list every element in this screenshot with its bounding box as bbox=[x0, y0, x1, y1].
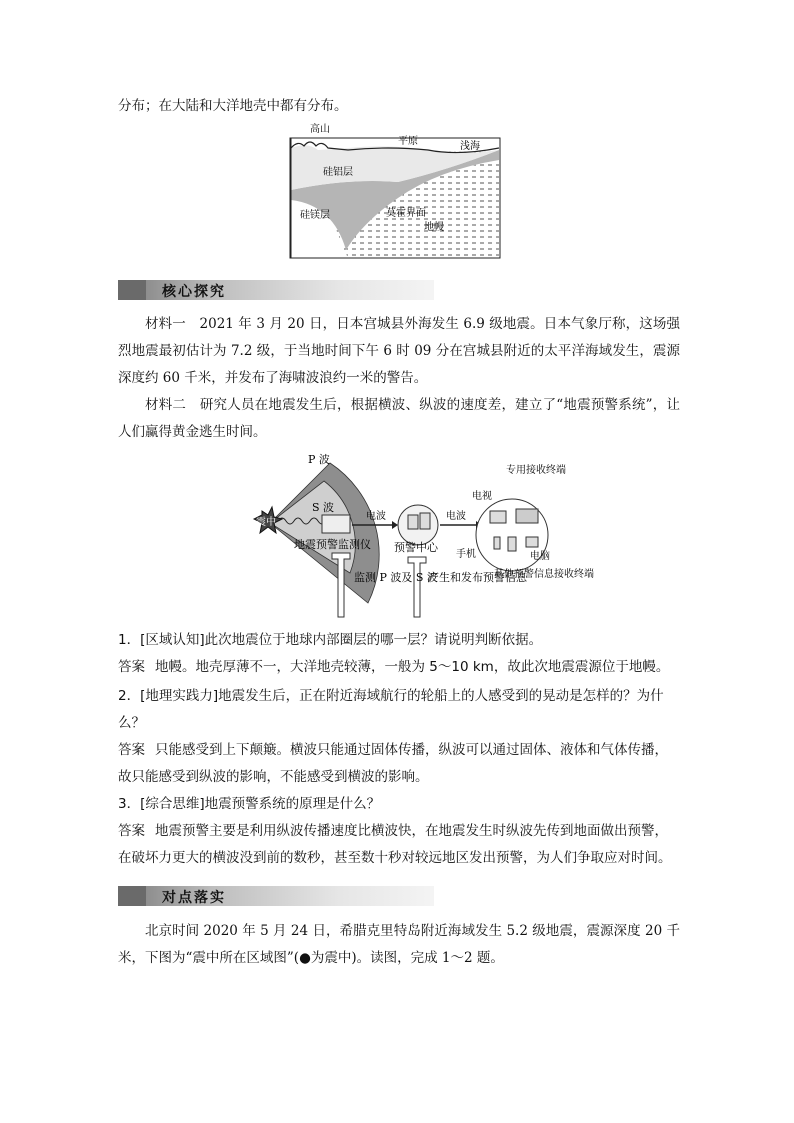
label-s-wave: S 波 bbox=[312, 501, 335, 514]
label-monitor: 地震预警监测仪 bbox=[294, 538, 371, 551]
material-one: 材料一 2021 年 3 月 20 日，日本宫城县外海发生 6.9 级地震。日本气象厅称，这场强烈地震最初估计为 7.2 级，于当地时间下午 6 时 09 分在宫城县附近的太平洋海域发生，震源深度约 60 千米，并发布了海啸波浪约一米的警告。 bbox=[118, 316, 680, 386]
crust-cross-section-figure bbox=[288, 120, 502, 260]
label-mantle: 地幔 bbox=[424, 222, 444, 233]
intro-text-fragment: 分布；在大陆和大洋地壳中都有分布。 bbox=[118, 98, 348, 114]
answer-2 bbox=[118, 737, 680, 791]
question-2: 2．[地理实践力]地震发生后，正在附近海域航行的轮船上的人感受到的晃动是怎样的？为什么？ bbox=[118, 688, 664, 731]
material-two: 材料二 研究人员在地震发生后，根据横波、纵波的速度差，建立了“地震预警系统”，让人们赢得黄金逃生时间。 bbox=[118, 397, 680, 440]
answer-1 bbox=[118, 654, 680, 681]
answer-text: 只能感受到上下颠簸。横波只能通过固体传播，纵波可以通过固体、液体和气体传播，故只能感受到纵波的影响，不能感受到横波的影响。 bbox=[118, 742, 668, 785]
label-tv: 电视 bbox=[472, 491, 492, 502]
section-title: 对点落实 bbox=[162, 890, 226, 906]
answer-3 bbox=[118, 818, 680, 872]
label-center-note: 产生和发布预警信息 bbox=[428, 571, 527, 584]
label-radio-1: 电波 bbox=[366, 511, 386, 522]
label-radio-2: 电波 bbox=[446, 511, 466, 522]
label-center: 预警中心 bbox=[394, 541, 438, 554]
label-mountain: 高山 bbox=[310, 124, 330, 135]
answer-label: 答案 bbox=[118, 742, 145, 758]
answer-text: 地震预警主要是利用纵波传播速度比横波快，在地震发生时纵波先传到地面做出预警，在破坏力更大的横波没到前的数秒，甚至数十秒对较远地区发出预警，为人们争取应对时间。 bbox=[118, 823, 672, 866]
label-plain: 平原 bbox=[398, 136, 418, 147]
section-header-practice bbox=[118, 886, 434, 906]
label-focus: 震中 bbox=[256, 517, 276, 528]
final-paragraph: 北京时间 2020 年 5 月 24 日，希腊克里特岛附近海域发生 5.2 级地震，震源深度 20 千米，下图为“震中所在区域图”(●为震中)。读图，完成 1～2 题。 bbox=[118, 923, 680, 966]
label-p-wave: P 波 bbox=[308, 453, 330, 466]
answer-text: 地幔。地壳厚薄不一，大洋地壳较薄，一般为 5～10 km，故此次地震震源位于地幔。 bbox=[155, 659, 670, 675]
label-phone: 手机 bbox=[456, 549, 476, 560]
answer-label: 答案 bbox=[118, 659, 145, 675]
label-moho: 莫霍界面 bbox=[386, 208, 426, 219]
answer-label: 答案 bbox=[118, 823, 145, 839]
question-3: 3．[综合思维]地震预警系统的原理是什么？ bbox=[118, 796, 381, 812]
label-shallow-sea: 浅海 bbox=[460, 141, 480, 152]
label-sima: 硅镁层 bbox=[300, 210, 330, 221]
label-monitor-note: 监测 P 波及 S 波 bbox=[354, 571, 438, 584]
section-header-core-inquiry bbox=[118, 280, 434, 300]
question-1: 1．[区域认知]此次地震位于地球内部圈层的哪一层？请说明判断依据。 bbox=[118, 632, 543, 648]
label-sial: 硅铝层 bbox=[323, 167, 353, 178]
label-dedicated: 专用接收终端 bbox=[506, 465, 566, 476]
label-computer: 电脑 bbox=[530, 551, 550, 562]
section-title: 核心探究 bbox=[162, 284, 226, 300]
earthquake-warning-figure bbox=[250, 453, 594, 621]
label-other: 其他预警信息接收终端 bbox=[494, 569, 594, 580]
